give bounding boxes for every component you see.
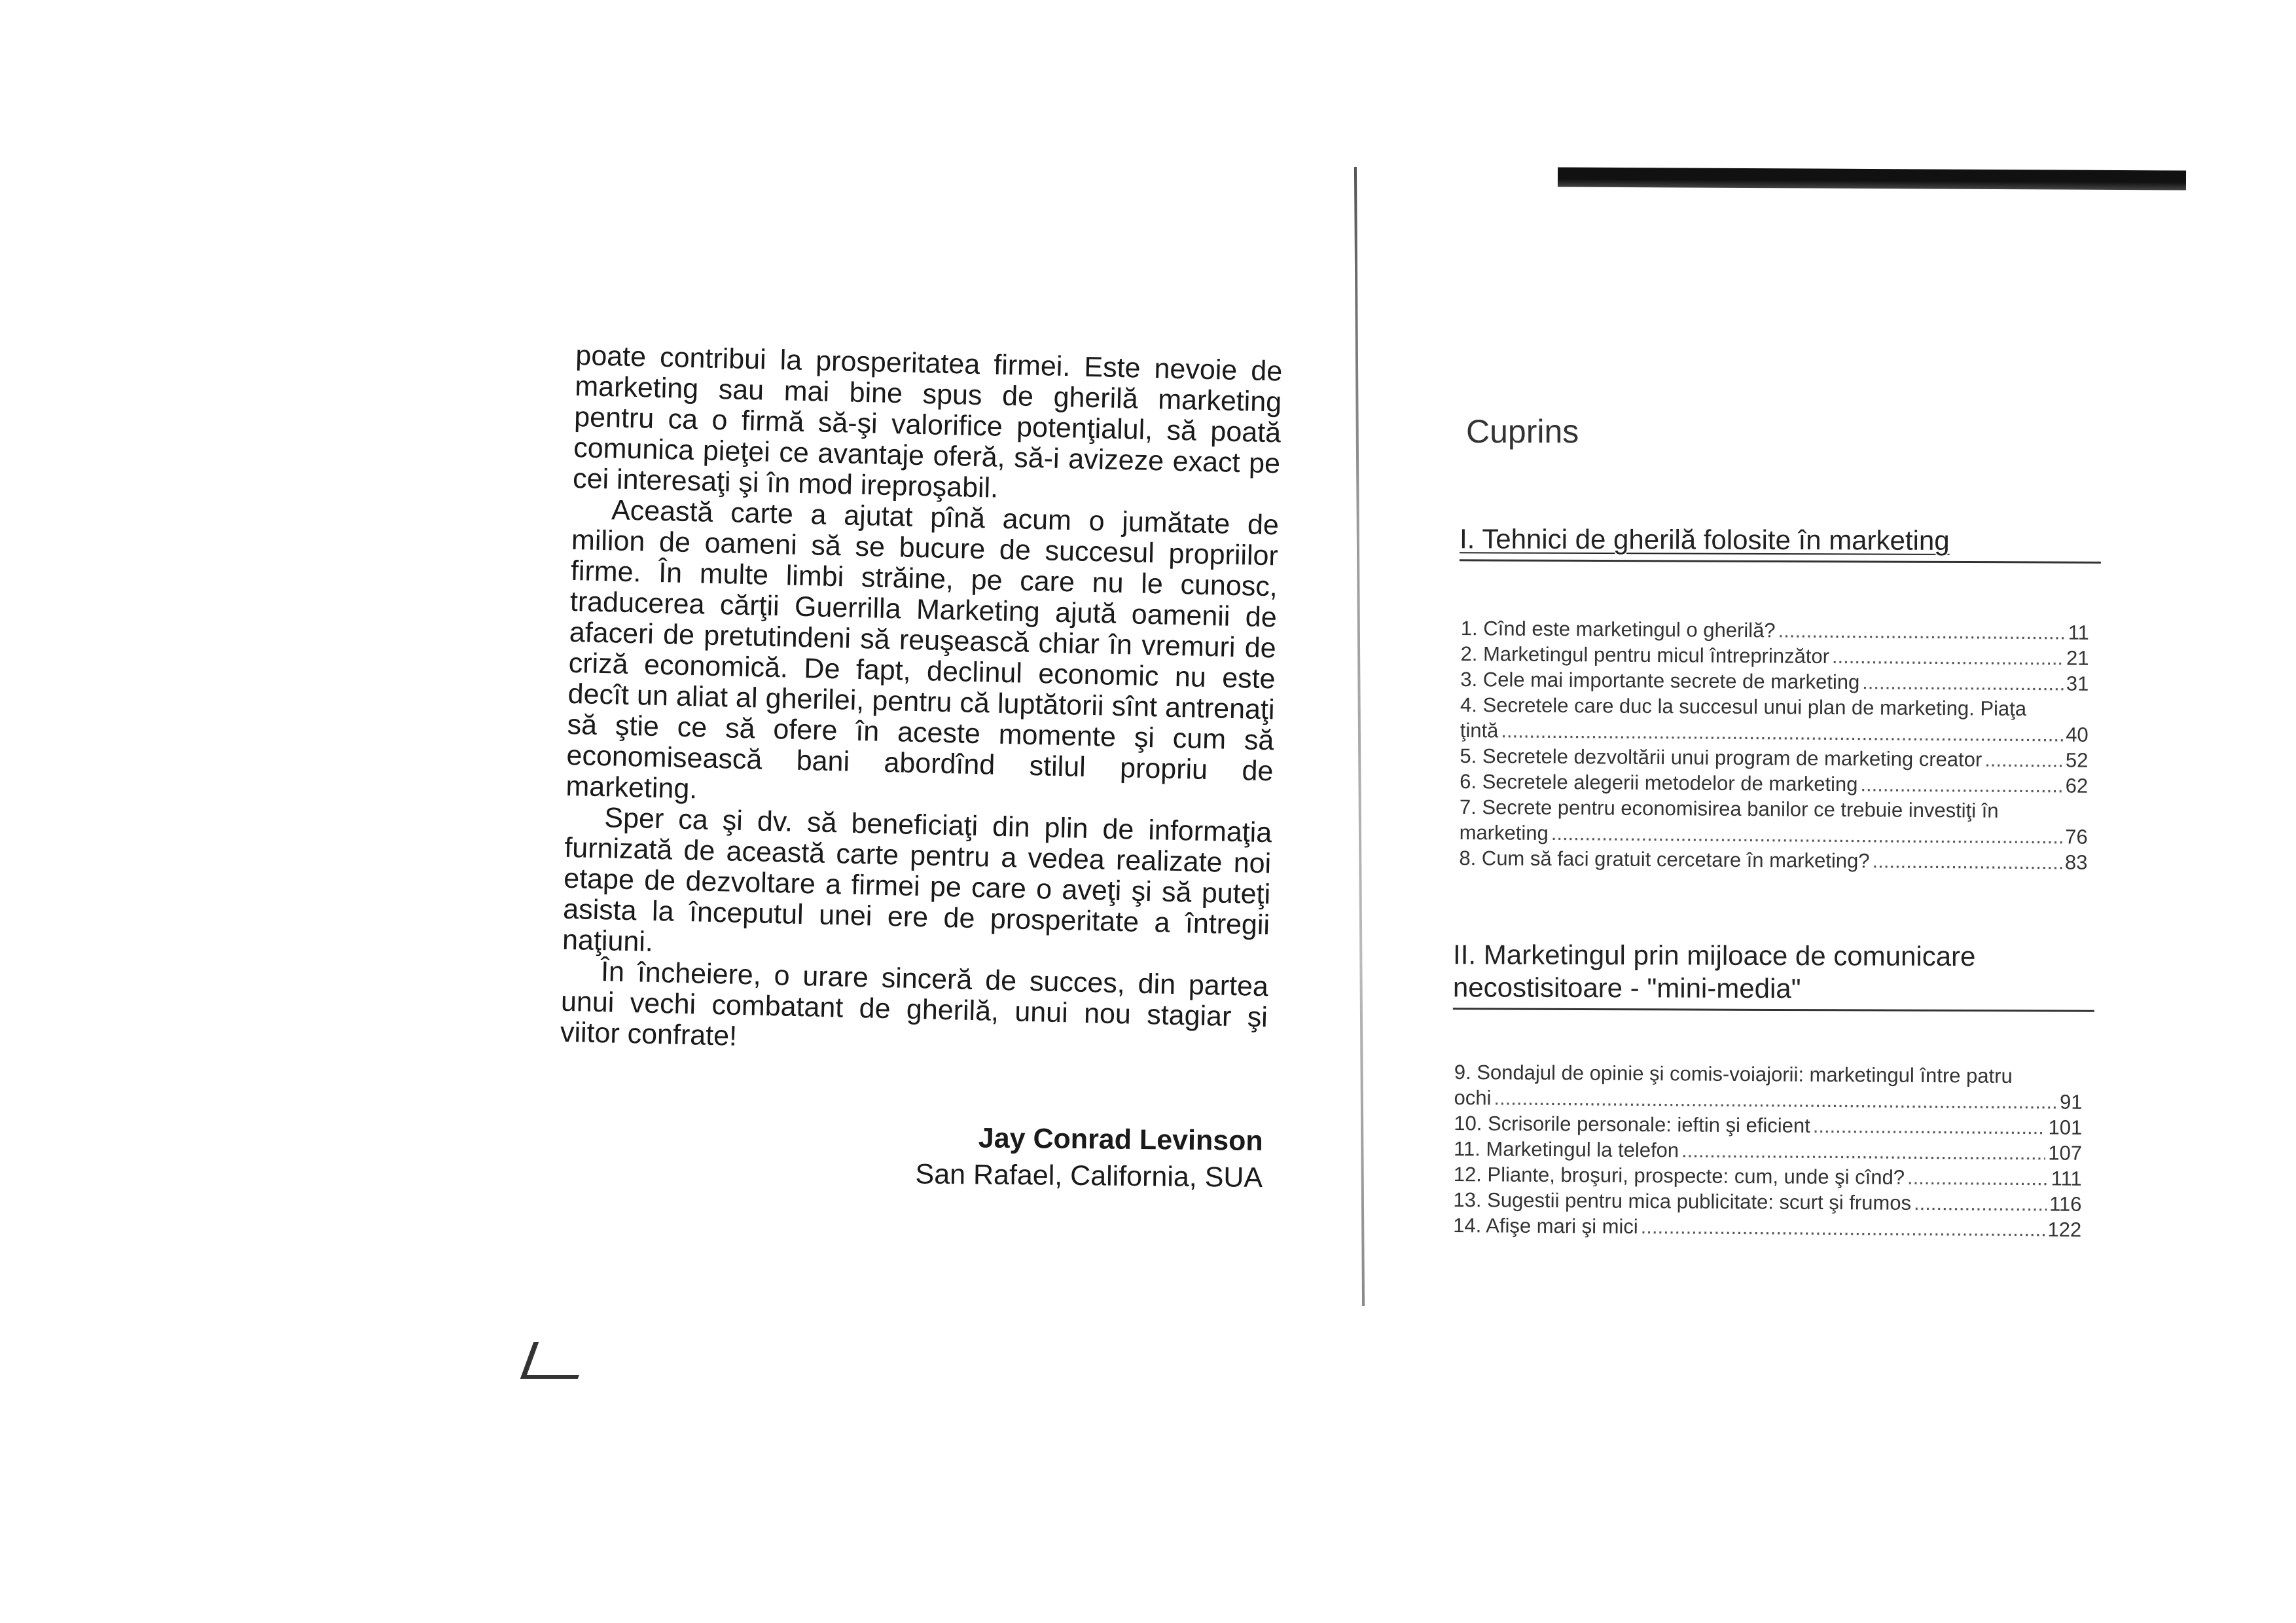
toc-entry[interactable]: 7. Secrete pentru economisirea banilor ce trebuie investiţi în marketing ..... 76: [1460, 794, 2089, 850]
paragraph-2: Această carte a ajutat pînă acum o jumătate de milion de oameni să se bucure de succesul propriilor firme. În multe limbi străine, pe care nu le cunosc, traducerea cărţii Guerrilla Marketing ajută oamenii de afaceri de pretutindeni să reuşească chiar în vremuri de criză economică. De fapt, declinul economic nu este decît un aliat al gherilei, pentru că luptătorii sînt antrenaţi să ştie ce să ofere în aceste momente şi cum să economisească bani abordînd stilul propriu de marketing.: [565, 494, 1280, 805]
scan-corner-mark: [520, 1342, 591, 1379]
toc-page-number: 116: [2049, 1192, 2082, 1216]
toc-entry[interactable]: 10. Scrisorile personale: ieftin şi eficient ..... 101: [1454, 1110, 2082, 1140]
toc-page-number: 122: [2047, 1218, 2082, 1241]
left-page-text: [560, 340, 1282, 1064]
toc-entry[interactable]: 6. Secretele alegerii metodelor de marketing ..... 62: [1460, 769, 2088, 799]
toc-entry[interactable]: 2. Marketingul pentru micul întreprinzător ..... 21: [1460, 641, 2089, 671]
toc-page-number: 107: [2048, 1141, 2083, 1165]
toc-entry[interactable]: 13. Sugestii pentru mica publicitate: scurt şi frumos ..... 116: [1453, 1187, 2081, 1217]
toc-entry[interactable]: 5. Secretele dezvoltării unui program de marketing creator ..... 52: [1460, 743, 2088, 773]
toc-entry[interactable]: 8. Cum să faci gratuit cercetare în marketing? ..... 83: [1459, 845, 2087, 875]
toc-entry[interactable]: 4. Secretele care duc la succesul unui plan de marketing. Piaţa ţintă ..... 40: [1460, 692, 2089, 748]
toc-section-1-list: [1459, 615, 2089, 875]
paragraph-4: În încheiere, o urare sinceră de succes, din partea unui vechi combatant de gherilă, unui nou stagiar şi viitor confrate!: [560, 956, 1269, 1052]
toc-page-number: 11: [2068, 621, 2089, 644]
toc-entry[interactable]: 9. Sondajul de opinie şi comis-voiajorii: marketingul între patru ochi ..... 91: [1454, 1059, 2083, 1115]
toc-title: Cuprins: [1466, 413, 1579, 450]
paragraph-1: poate contribui la prosperitatea firmei. Este nevoie de marketing sau mai bine spus de gherilă marketing pentru ca o firmă să-şi valorifice potenţialul, să poată comunica pieţei ce avantaje oferă, să-i avizeze exact pe cei interesaţi şi în mod ireproşabil.: [572, 340, 1283, 504]
toc-page-number: 62: [2065, 774, 2089, 797]
toc-page-number: 31: [2066, 672, 2089, 695]
toc-page-number: 83: [2064, 850, 2088, 874]
paragraph-3: Sper ca şi dv. să beneficiaţi din plin de informaţia furnizată de această carte pentru a vedea realizate noi etape de dezvoltare a firmei pe care o aveţi şi să puteţi asista la începutul unei ere de prosperitate a întregii naţiuni.: [562, 802, 1272, 958]
toc-page-number: 52: [2065, 748, 2089, 772]
toc-entry[interactable]: 14. Afişe mari şi mici ..... 122: [1453, 1213, 2081, 1243]
toc-section-2-list: [1453, 1059, 2083, 1243]
author-signature: [804, 1118, 1263, 1196]
toc-page-number: 101: [2048, 1116, 2083, 1139]
toc-page-number: 21: [2066, 646, 2089, 670]
toc-page-number: 111: [2051, 1167, 2082, 1190]
toc-section-2-heading: II. Marketingul prin mijloace de comunicare necostisitoare - "mini-media": [1453, 938, 2094, 1012]
author-location: San Rafael, California, SUA: [915, 1158, 1263, 1194]
book-spine-gutter: [1354, 167, 1365, 1306]
toc-page-number: 40: [2066, 723, 2089, 746]
toc-entry[interactable]: 12. Pliante, broşuri, prospecte: cum, unde şi cînd? ..... 111: [1454, 1161, 2082, 1192]
toc-entry[interactable]: 11. Marketingul la telefon ..... 107: [1454, 1136, 2082, 1166]
toc-entry[interactable]: 1. Cînd este marketingul o gherilă? ..... 11: [1461, 615, 2089, 646]
author-name: Jay Conrad Levinson: [978, 1122, 1263, 1157]
toc-section-1-heading: I. Tehnici de gherilă folosite în marketing: [1460, 522, 2101, 563]
toc-page-number: 76: [2065, 825, 2088, 848]
toc-entry[interactable]: 3. Cele mai importante secrete de marketing ..... 31: [1460, 666, 2089, 697]
toc-page-number: 91: [2059, 1090, 2083, 1114]
scan-page-edge: [1558, 167, 2186, 190]
